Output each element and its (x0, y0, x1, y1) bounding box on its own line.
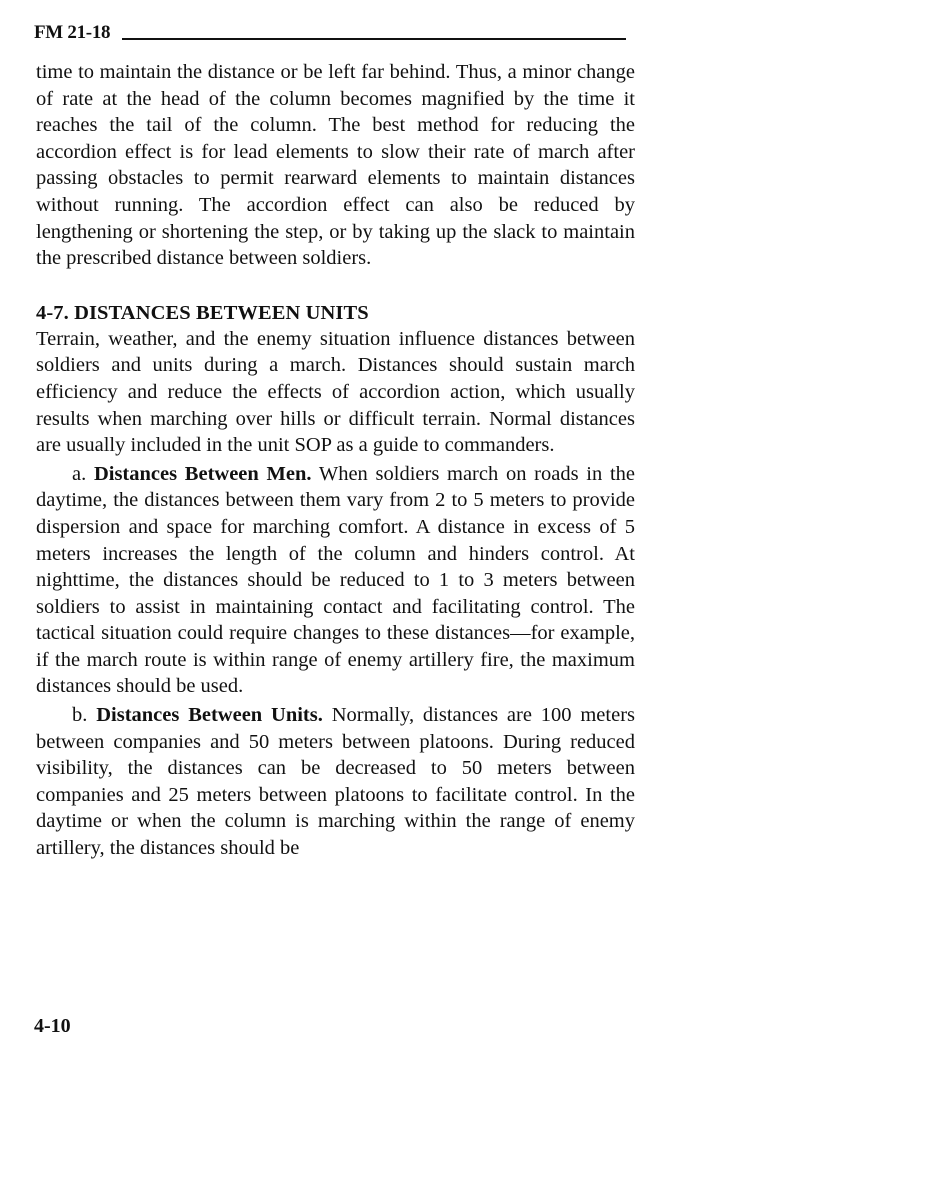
section-heading: 4-7. DISTANCES BETWEEN UNITS (36, 301, 369, 324)
subparagraph-b-prefix: b. (72, 704, 88, 727)
subparagraph-a-prefix: a. (72, 462, 87, 485)
page-header (34, 14, 626, 44)
subparagraph-a-title: Distances Between Men. (93, 462, 312, 485)
subparagraph-a-text: When soldiers march on roads in the daytime, the distances between them vary from 2 to 5 meters to provide dispersion and space for marching comfort. A distance in excess of 5 meters increases the length of the column and hinders control. At nighttime, the distances should be reduced to 1 to 3 meters between soldiers to assist in maintaining contact and facilitating control. The tactical situation could require changes to these distances—for example, if the march route is within range of enemy artillery fire, the maximum distances should be used. (36, 462, 635, 698)
page-body (36, 59, 635, 862)
continued-paragraph: time to maintain the distance or be left far behind. Thus, a minor change of rate at the head of the column becomes magnified by the time it reaches the tail of the column. The best method for reducing the accordion effect is for lead elements to slow their rate of march after passing obstacles to permit rearward elements to maintain distances without running. The accordion effect can also be reduced by lengthening or shortening the step, or by taking up the slack to maintain the prescribed distance between soldiers. (36, 61, 635, 270)
section-intro-paragraph: Terrain, weather, and the enemy situation influence distances between soldiers and units during a march. Distances should sustain march efficiency and reduce the effects of accordion action, which usually results when marching over hills or difficult terrain. Normal distances are usually included in the unit SOP as a guide to commanders. (36, 327, 635, 457)
subparagraph-b-text: Normally, distances are 100 meters between companies and 50 meters between platoons. During reduced visibility, the distances can be decreased to 50 meters between companies and 25 meters between platoons to facilitate control. In the daytime or when the column is marching within the range of enemy artillery, the distances should be (36, 704, 636, 860)
header-rule (122, 38, 626, 40)
document-id: FM 21-18 (34, 22, 111, 43)
subparagraph-a (36, 461, 635, 700)
page-number: 4-10 (34, 1015, 71, 1037)
subparagraph-b (36, 702, 635, 862)
subparagraph-b-title: Distances Between Units. (96, 704, 323, 727)
